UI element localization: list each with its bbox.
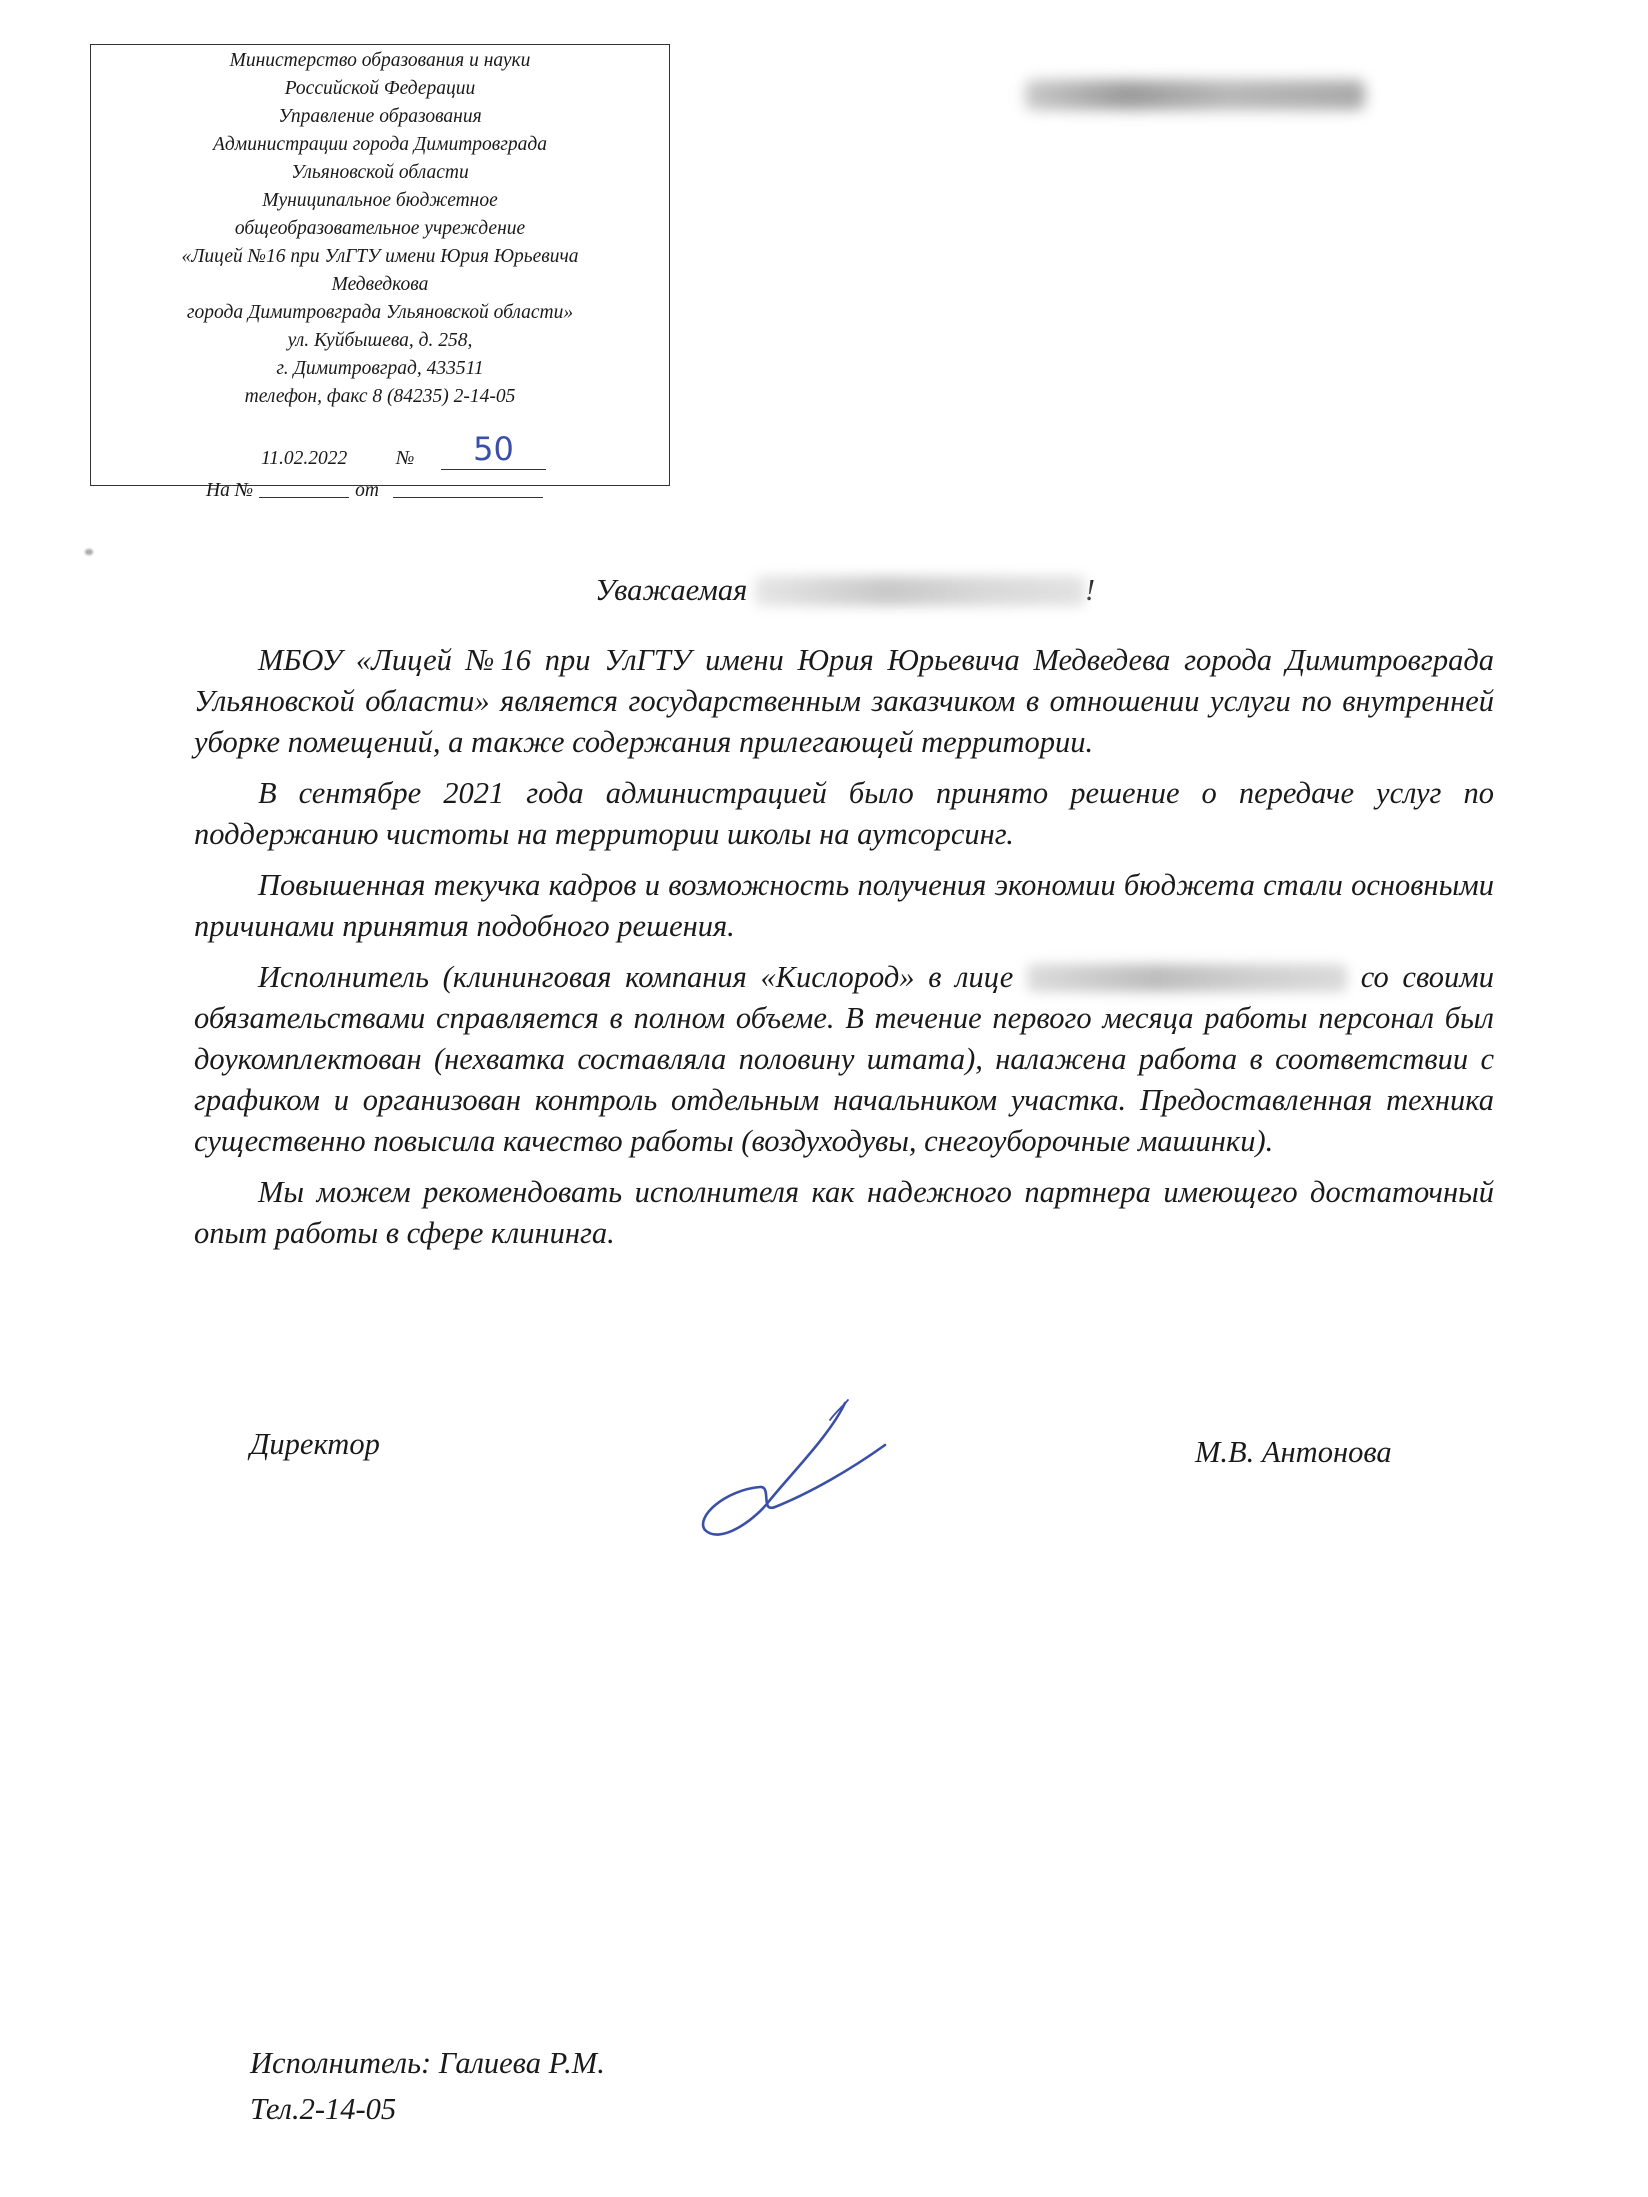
letterhead-line: города Димитровграда Ульяновской области» bbox=[186, 302, 574, 323]
footer-executor bbox=[250, 2040, 605, 2132]
greeting bbox=[595, 570, 1095, 611]
greeting-prefix: Уважаемая bbox=[595, 573, 748, 607]
scan-speck bbox=[85, 549, 93, 555]
recipient-name-redacted bbox=[755, 576, 1085, 606]
contractor-representative-redacted bbox=[1027, 964, 1347, 992]
handwritten-signature bbox=[680, 1395, 910, 1545]
registration-number-handwritten: 50 bbox=[441, 429, 546, 470]
letterhead-line: Администрации города Димитровграда bbox=[213, 134, 547, 155]
letterhead-line: ул. Куйбышева, д. 258, bbox=[287, 330, 473, 351]
letter-body bbox=[194, 640, 1494, 1264]
registration-number-label: № bbox=[396, 448, 415, 469]
letterhead-line: Медведкова bbox=[331, 274, 429, 295]
body-paragraph: МБОУ «Лицей №16 при УлГТУ имени Юрия Юрьевича Медведева города Димитровграда Ульяновской области» является государственным заказчиком в отношении услуги по внутренней уборке помещений, а также содержания прилегающей территории. bbox=[194, 643, 1494, 759]
letterhead-line: Управление образования bbox=[278, 106, 482, 127]
reference-number-blank bbox=[259, 479, 349, 498]
body-paragraph: В сентябре 2021 года администрацией было принято решение о передаче услуг по поддержанию чистоты на территории школы на аутсорсинг. bbox=[194, 776, 1494, 851]
letterhead-stamp bbox=[90, 44, 670, 501]
letterhead-line: Ульяновской области bbox=[291, 162, 469, 183]
letterhead-line: г. Димитровград, 433511 bbox=[276, 358, 484, 379]
reference-line bbox=[206, 477, 543, 505]
reference-prefix: На № bbox=[206, 480, 254, 501]
body-paragraph-contractor bbox=[194, 957, 1494, 1162]
executor-phone: Тел.2-14-05 bbox=[250, 2092, 397, 2126]
letterhead-line: «Лицей №16 при УлГТУ имени Юрия Юрьевича bbox=[181, 246, 579, 267]
letterhead-line: общеобразовательное учреждение bbox=[234, 218, 526, 239]
body-paragraph: Мы можем рекомендовать исполнителя как надежного партнера имеющего достаточный опыт работы в сфере клининга. bbox=[194, 1175, 1494, 1250]
registration-date: 11.02.2022 bbox=[261, 448, 348, 469]
contractor-text-after: со своими обязательствами справляется в полном объеме. В течение первого месяца работы персонал был доукомплектован (нехватка составляла половину штата), налажена работа в соответствии с графиком и организован контроль отдельным начальником участка. Предоставленная техника существенно повысила качество работы (воздуходувы, снегоуборочные машинки). bbox=[194, 960, 1495, 1158]
reference-from-label: от bbox=[355, 480, 379, 501]
letterhead-line: телефон, факс 8 (84235) 2-14-05 bbox=[244, 386, 516, 407]
contractor-text-before: Исполнитель (клининговая компания «Кислород» в лице bbox=[258, 960, 1014, 994]
letterhead-line: Муниципальное бюджетное bbox=[262, 190, 498, 211]
signer-name: М.В. Антонова bbox=[1195, 1435, 1392, 1469]
letterhead-line: Министерство образования и науки bbox=[229, 50, 531, 71]
executor-name: Исполнитель: Галиева Р.М. bbox=[250, 2046, 605, 2080]
greeting-suffix: ! bbox=[1084, 573, 1096, 607]
reference-date-blank bbox=[393, 479, 543, 498]
signer-position: Директор bbox=[250, 1427, 380, 1461]
letterhead-line: Российской Федерации bbox=[284, 78, 476, 99]
addressee-redacted bbox=[1025, 80, 1365, 110]
body-paragraph: Повышенная текучка кадров и возможность получения экономии бюджета стали основными причинами принятия подобного решения. bbox=[194, 868, 1494, 943]
